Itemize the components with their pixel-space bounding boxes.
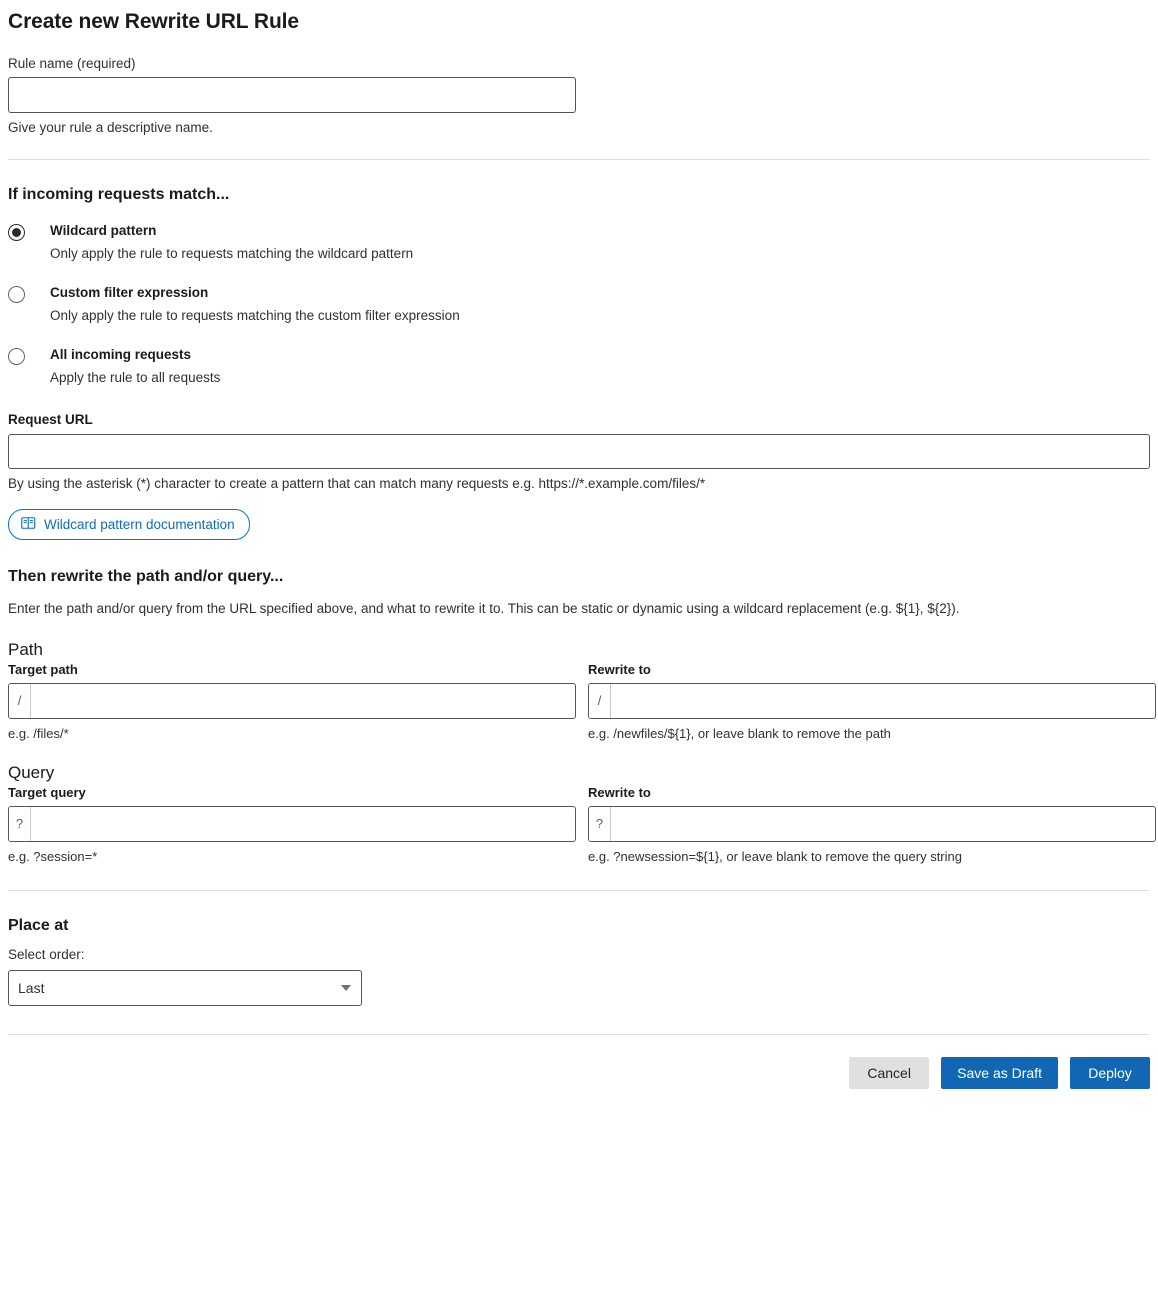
target-query-field — [8, 785, 576, 864]
path-row — [8, 662, 1150, 741]
radio-all-incoming-requests-icon[interactable] — [8, 348, 25, 365]
rewrite-path-hint: e.g. /newfiles/${1}, or leave blank to remove the path — [588, 725, 891, 741]
section-divider-top — [8, 159, 1150, 160]
target-path-input-wrapper[interactable] — [8, 683, 576, 719]
page-title: Create new Rewrite URL Rule — [8, 10, 299, 33]
request-url-helper: By using the asterisk (*) character to create a pattern that can match many requests e.g. https://*.example.com/files/* — [8, 476, 706, 492]
rule-name-input[interactable] — [8, 77, 576, 113]
wildcard-pattern-documentation-label: Wildcard pattern documentation — [44, 517, 235, 533]
save-as-draft-button[interactable]: Save as Draft — [941, 1057, 1058, 1089]
select-order-dropdown[interactable] — [8, 970, 362, 1006]
radio-wildcard-pattern-description: Only apply the rule to requests matching the wildcard pattern — [50, 245, 414, 261]
target-path-hint: e.g. /files/* — [8, 725, 69, 741]
radio-all-incoming-requests-label: All incoming requests — [50, 347, 192, 363]
cancel-button[interactable]: Cancel — [849, 1057, 929, 1089]
request-url-input[interactable] — [8, 434, 1150, 469]
query-group-heading: Query — [8, 762, 55, 782]
radio-wildcard-pattern-icon[interactable] — [8, 224, 25, 241]
target-query-hint: e.g. ?session=* — [8, 848, 98, 864]
rewrite-path-input-wrapper[interactable] — [588, 683, 1156, 719]
request-url-label: Request URL — [8, 412, 93, 428]
place-at-heading: Place at — [8, 916, 69, 934]
rewrite-query-prefix: ? — [589, 807, 611, 841]
target-path-prefix: / — [9, 684, 31, 718]
footer-divider — [8, 1034, 1150, 1035]
section-divider-place-at — [8, 890, 1150, 891]
radio-option-all-incoming-requests[interactable] — [8, 346, 1150, 386]
rewrite-query-hint: e.g. ?newsession=${1}, or leave blank to remove the query string — [588, 848, 962, 864]
select-order-label: Select order: — [8, 946, 85, 962]
rewrite-query-input-wrapper[interactable] — [588, 806, 1156, 842]
radio-custom-filter-expression-description: Only apply the rule to requests matching the custom filter expression — [50, 307, 460, 323]
rewrite-path-input[interactable] — [611, 684, 1155, 718]
book-icon — [21, 516, 36, 533]
rewrite-path-prefix: / — [589, 684, 611, 718]
create-rewrite-url-rule-page — [0, 10, 1158, 1105]
target-path-input[interactable] — [31, 684, 575, 718]
rewrite-query-label: Rewrite to — [588, 784, 651, 800]
footer-button-row — [8, 1057, 1150, 1105]
deploy-button[interactable]: Deploy — [1070, 1057, 1150, 1089]
radio-option-wildcard-pattern[interactable] — [8, 222, 1150, 262]
rewrite-path-field — [588, 662, 1156, 741]
radio-option-custom-filter-expression[interactable] — [8, 284, 1150, 324]
rule-name-label: Rule name (required) — [8, 56, 136, 71]
wildcard-pattern-documentation-link[interactable] — [8, 509, 250, 540]
rewrite-path-label: Rewrite to — [588, 661, 651, 677]
path-group-heading: Path — [8, 639, 43, 659]
target-path-label: Target path — [8, 661, 78, 677]
radio-wildcard-pattern-label: Wildcard pattern — [50, 223, 157, 238]
query-row — [8, 785, 1150, 864]
rewrite-section-description: Enter the path and/or query from the URL specified above, and what to rewrite it to. This can be static or dynamic using a wildcard replacement (e.g. ${1}, ${2}). — [8, 600, 960, 616]
match-section-heading: If incoming requests match... — [8, 186, 230, 203]
rewrite-query-input[interactable] — [611, 807, 1155, 841]
target-query-label: Target query — [8, 784, 86, 800]
radio-custom-filter-expression-label: Custom filter expression — [50, 285, 209, 301]
target-path-field — [8, 662, 576, 741]
rule-name-helper: Give your rule a descriptive name. — [8, 120, 213, 135]
target-query-prefix: ? — [9, 807, 31, 841]
radio-custom-filter-expression-icon[interactable] — [8, 286, 25, 303]
radio-all-incoming-requests-description: Apply the rule to all requests — [50, 369, 221, 385]
select-order-wrapper[interactable] — [8, 970, 362, 1006]
rewrite-query-field — [588, 785, 1156, 864]
target-query-input-wrapper[interactable] — [8, 806, 576, 842]
target-query-input[interactable] — [31, 807, 575, 841]
match-radio-group — [8, 222, 1150, 386]
rewrite-section-heading: Then rewrite the path and/or query... — [8, 568, 284, 586]
